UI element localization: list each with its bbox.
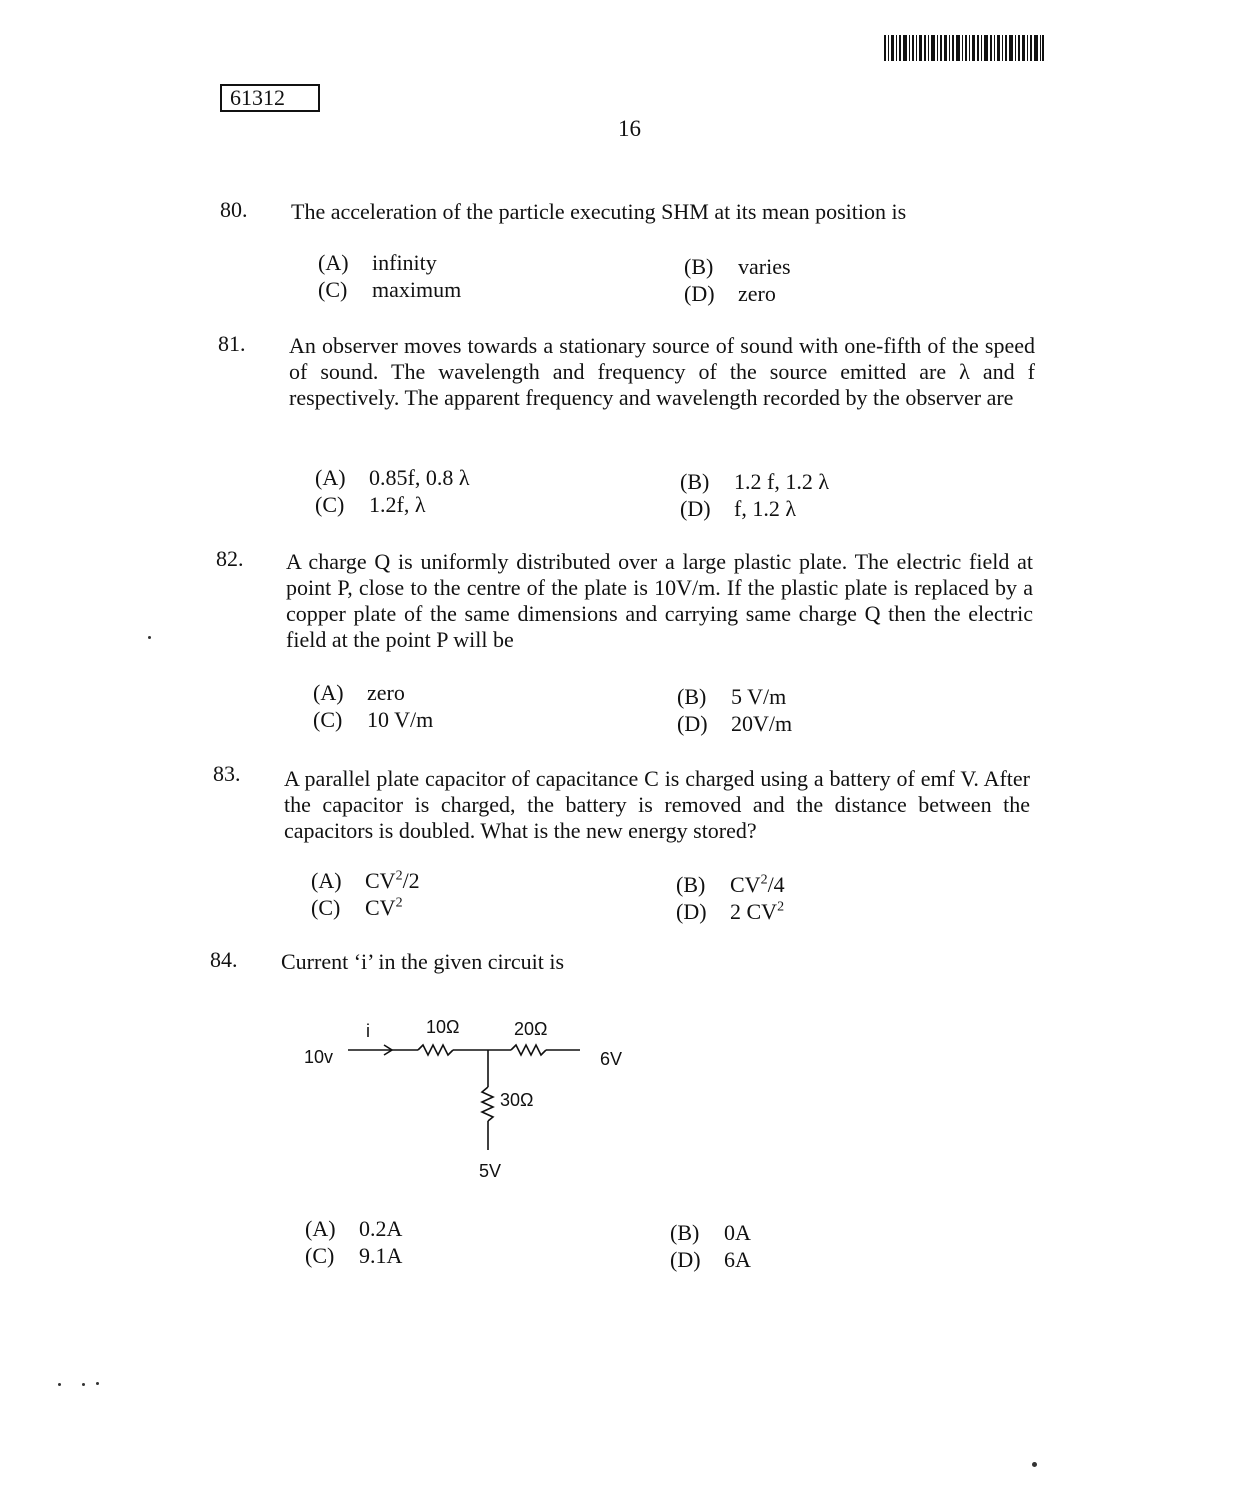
option-label: (B) <box>670 1220 700 1245</box>
option-label: (B) <box>677 684 707 709</box>
question-number: 82. <box>216 546 244 571</box>
option-text: 1.2f, λ <box>369 492 426 517</box>
option-label: (B) <box>676 872 706 897</box>
right-voltage-label: 6V <box>600 1049 623 1069</box>
option-superscript: 2 <box>777 899 785 915</box>
option-base: CV <box>365 868 396 893</box>
option-label: (D) <box>677 711 708 736</box>
option-a <box>313 680 405 706</box>
question-text: Current ‘i’ in the given circuit is <box>281 949 565 974</box>
option-base: 2 CV <box>730 899 778 924</box>
option-d <box>684 281 776 307</box>
resistor-10-label: 10Ω <box>426 1017 460 1037</box>
current-label: i <box>366 1021 370 1041</box>
option-text: varies <box>738 254 791 279</box>
option-label: (D) <box>670 1247 701 1272</box>
question-number: 80. <box>220 197 248 222</box>
option-text: 6A <box>724 1247 751 1272</box>
option-label: (A) <box>305 1216 336 1241</box>
option-base: CV <box>365 895 396 920</box>
option-text: infinity <box>372 250 437 275</box>
option-text: zero <box>367 680 405 705</box>
option-b <box>680 469 829 495</box>
option-text: f, 1.2 λ <box>734 496 796 521</box>
option-c <box>311 895 403 921</box>
option-label: (A) <box>313 680 344 705</box>
barcode <box>884 35 1044 61</box>
resistor-30-label: 30Ω <box>500 1090 534 1110</box>
option-label: (B) <box>680 469 710 494</box>
option-text: 9.1A <box>359 1243 403 1268</box>
option-text: 0.2A <box>359 1216 403 1241</box>
question-text: An observer moves towards a stationary source of sound with one-fifth of the speed of sound. The wavelength and frequency of the source emitted are λ and f respectively. The apparent frequency and wavelength recorded by the observer are <box>289 333 1035 410</box>
left-voltage-label: 10v <box>304 1047 334 1067</box>
option-label: (D) <box>676 899 707 924</box>
paper-code-box: 61312 <box>220 84 320 112</box>
option-a <box>318 250 437 276</box>
scan-speck <box>96 1382 99 1385</box>
option-b <box>684 254 791 280</box>
option-b <box>670 1220 751 1246</box>
resistor-20 <box>511 1045 546 1055</box>
option-text: zero <box>738 281 776 306</box>
resistor-20-label: 20Ω <box>514 1019 548 1039</box>
scan-speck <box>148 636 151 639</box>
option-superscript: 2 <box>395 868 403 884</box>
option-label: (C) <box>318 277 348 302</box>
option-superscript: 2 <box>395 895 403 911</box>
option-c <box>315 492 426 518</box>
option-label: (A) <box>318 250 349 275</box>
option-a <box>315 465 470 491</box>
option-label: (C) <box>311 895 341 920</box>
option-text: 5 V/m <box>731 684 787 709</box>
option-label: (C) <box>313 707 343 732</box>
option-label: (C) <box>305 1243 335 1268</box>
option-label: (C) <box>315 492 345 517</box>
option-b <box>677 684 786 710</box>
option-d <box>676 899 784 925</box>
option-c <box>318 277 461 303</box>
option-a <box>311 868 420 894</box>
option-a <box>305 1216 402 1242</box>
question-text: The acceleration of the particle executing SHM at its mean position is <box>291 199 907 224</box>
circuit-diagram <box>296 1005 636 1195</box>
page-number: 16 <box>618 116 641 141</box>
question-number: 81. <box>218 331 246 356</box>
question-number: 84. <box>210 947 238 972</box>
option-d <box>677 711 792 737</box>
scan-speck <box>82 1383 85 1386</box>
option-b <box>676 872 785 898</box>
option-superscript: 2 <box>760 872 768 888</box>
option-label: (A) <box>315 465 346 490</box>
option-base: CV <box>730 872 761 897</box>
option-d <box>670 1247 751 1273</box>
option-label: (D) <box>680 496 711 521</box>
option-text: 0.85f, 0.8 λ <box>369 465 470 490</box>
question-number: 83. <box>213 761 241 786</box>
option-c <box>313 707 433 733</box>
option-label: (A) <box>311 868 342 893</box>
option-c <box>305 1243 402 1269</box>
scan-speck <box>1032 1462 1037 1467</box>
scan-speck <box>58 1383 61 1386</box>
option-text: maximum <box>372 277 462 302</box>
option-label: (B) <box>684 254 714 279</box>
option-text: 0A <box>724 1220 751 1245</box>
question-text: A parallel plate capacitor of capacitance C is charged using a battery of emf V. After the capacitor is charged, the battery is removed and the distance between the capacitors is doubled. What is the new energy stored? <box>284 766 1030 843</box>
option-tail: /4 <box>767 872 785 897</box>
option-d <box>680 496 796 522</box>
question-text: A charge Q is uniformly distributed over a large plastic plate. The electric field at point P, close to the centre of the plate is 10V/m. If the plastic plate is replaced by a copper plate of the same dimensions and carrying same charge Q then the electric field at the point P will be <box>286 549 1033 652</box>
option-text: 10 V/m <box>367 707 434 732</box>
resistor-30 <box>482 1087 493 1121</box>
option-label: (D) <box>684 281 715 306</box>
bottom-voltage-label: 5V <box>479 1161 502 1181</box>
option-text: 20V/m <box>731 711 793 736</box>
option-tail: /2 <box>402 868 420 893</box>
resistor-10 <box>418 1045 453 1055</box>
option-text: 1.2 f, 1.2 λ <box>734 469 829 494</box>
